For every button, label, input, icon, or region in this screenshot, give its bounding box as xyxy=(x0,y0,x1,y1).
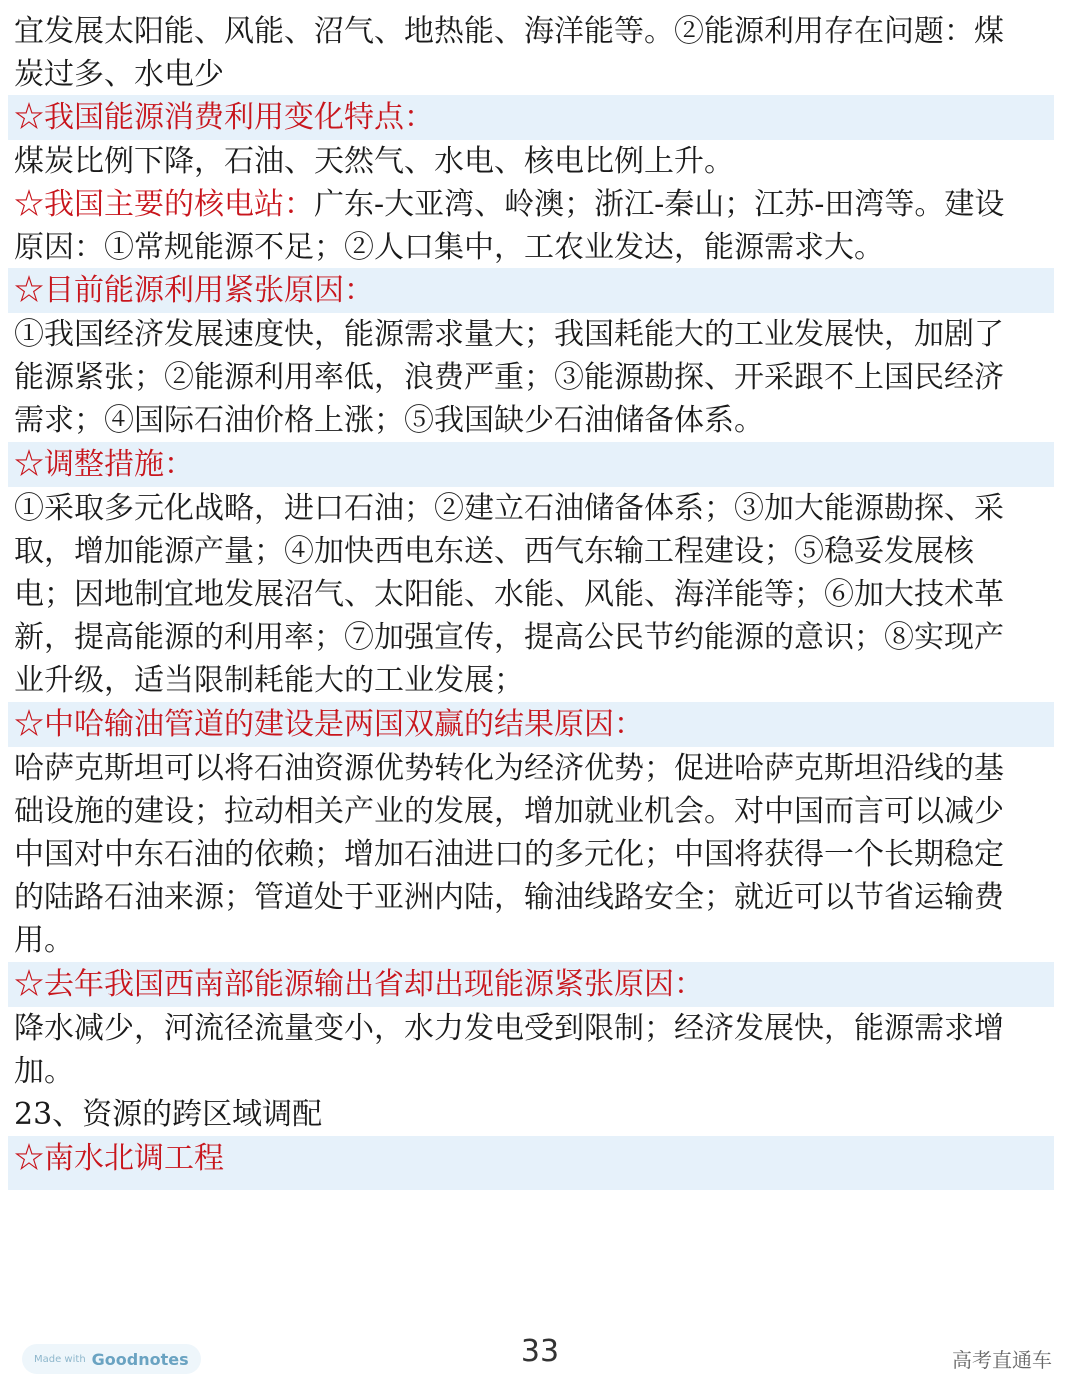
text-line: 降水减少，河流径流量变小，水力发电受到限制；经济发展快，能源需求增 xyxy=(14,1011,1004,1046)
section-heading xyxy=(8,95,1054,140)
text-line: 23、资源的跨区域调配 xyxy=(14,1097,323,1132)
text-line: 中国对中东石油的依赖；增加石油进口的多元化；中国将获得一个长期稳定 xyxy=(14,837,1004,872)
text-line: 电；因地制宜地发展沼气、太阳能、水能、风能、海洋能等；⑥加大技术革 xyxy=(14,577,1004,612)
badge-made-with: Made with xyxy=(34,1353,86,1365)
badge-brand-name: Goodnotes xyxy=(91,1349,189,1369)
text-line: 哈萨克斯坦可以将石油资源优势转化为经济优势；促进哈萨克斯坦沿线的基 xyxy=(14,751,1004,786)
text-line: 宜发展太阳能、风能、沼气、地热能、海洋能等。②能源利用存在问题：煤 xyxy=(14,14,1004,49)
goodnotes-badge[interactable] xyxy=(22,1344,201,1374)
text-line: 础设施的建设；拉动相关产业的发展，增加就业机会。对中国而言可以减少 xyxy=(14,794,1004,829)
text-line: 能源紧张；②能源利用率低，浪费严重；③能源勘探、开采跟不上国民经济 xyxy=(14,360,1004,395)
section-heading xyxy=(8,1136,1054,1190)
text-line: ①我国经济发展速度快，能源需求量大；我国耗能大的工业发展快，加剧了 xyxy=(14,317,1004,352)
text-line: 新，提高能源的利用率；⑦加强宣传，提高公民节约能源的意识；⑧实现产 xyxy=(14,620,1004,655)
text-line: 原因：①常规能源不足；②人口集中，工农业发达，能源需求大。 xyxy=(14,230,884,265)
section-heading xyxy=(8,268,1054,313)
text-line: 炭过多、水电少 xyxy=(14,57,224,92)
heading-title: ☆我国主要的核电站： xyxy=(14,187,314,222)
heading-title: ☆去年我国西南部能源输出省却出现能源紧张原因： xyxy=(14,967,704,1002)
section-heading xyxy=(8,962,1054,1007)
text-line: 加。 xyxy=(14,1054,74,1089)
text-line: 需求；④国际石油价格上涨；⑤我国缺少石油储备体系。 xyxy=(14,403,764,438)
text-line: 用。 xyxy=(14,923,74,958)
text-line: 业升级，适当限制耗能大的工业发展； xyxy=(14,663,524,698)
section-heading xyxy=(8,702,1054,747)
heading-title: ☆目前能源利用紧张原因： xyxy=(14,273,374,308)
section-heading xyxy=(8,442,1054,487)
heading-title: ☆调整措施： xyxy=(14,447,194,482)
text-line: 的陆路石油来源；管道处于亚洲内陆，输油线路安全；就近可以节省运输费 xyxy=(14,880,1004,915)
text-line: 取，增加能源产量；④加快西电东送、西气东输工程建设；⑤稳妥发展核 xyxy=(14,534,974,569)
heading-title: ☆中哈输油管道的建设是两国双赢的结果原因： xyxy=(14,707,644,742)
section-heading xyxy=(8,182,1054,227)
heading-title: ☆我国能源消费利用变化特点： xyxy=(14,100,434,135)
text-line: 煤炭比例下降，石油、天然气、水电、核电比例上升。 xyxy=(14,144,734,179)
page-number: 33 xyxy=(520,1334,560,1369)
watermark-text: 高考直通车 xyxy=(952,1348,1052,1372)
heading-title: ☆南水北调工程 xyxy=(14,1141,224,1176)
text-line: ①采取多元化战略，进口石油；②建立石油储备体系；③加大能源勘探、采 xyxy=(14,491,1004,526)
heading-rest-text: 广东-大亚湾、岭澳；浙江-秦山；江苏-田湾等。建设 xyxy=(314,187,1005,222)
